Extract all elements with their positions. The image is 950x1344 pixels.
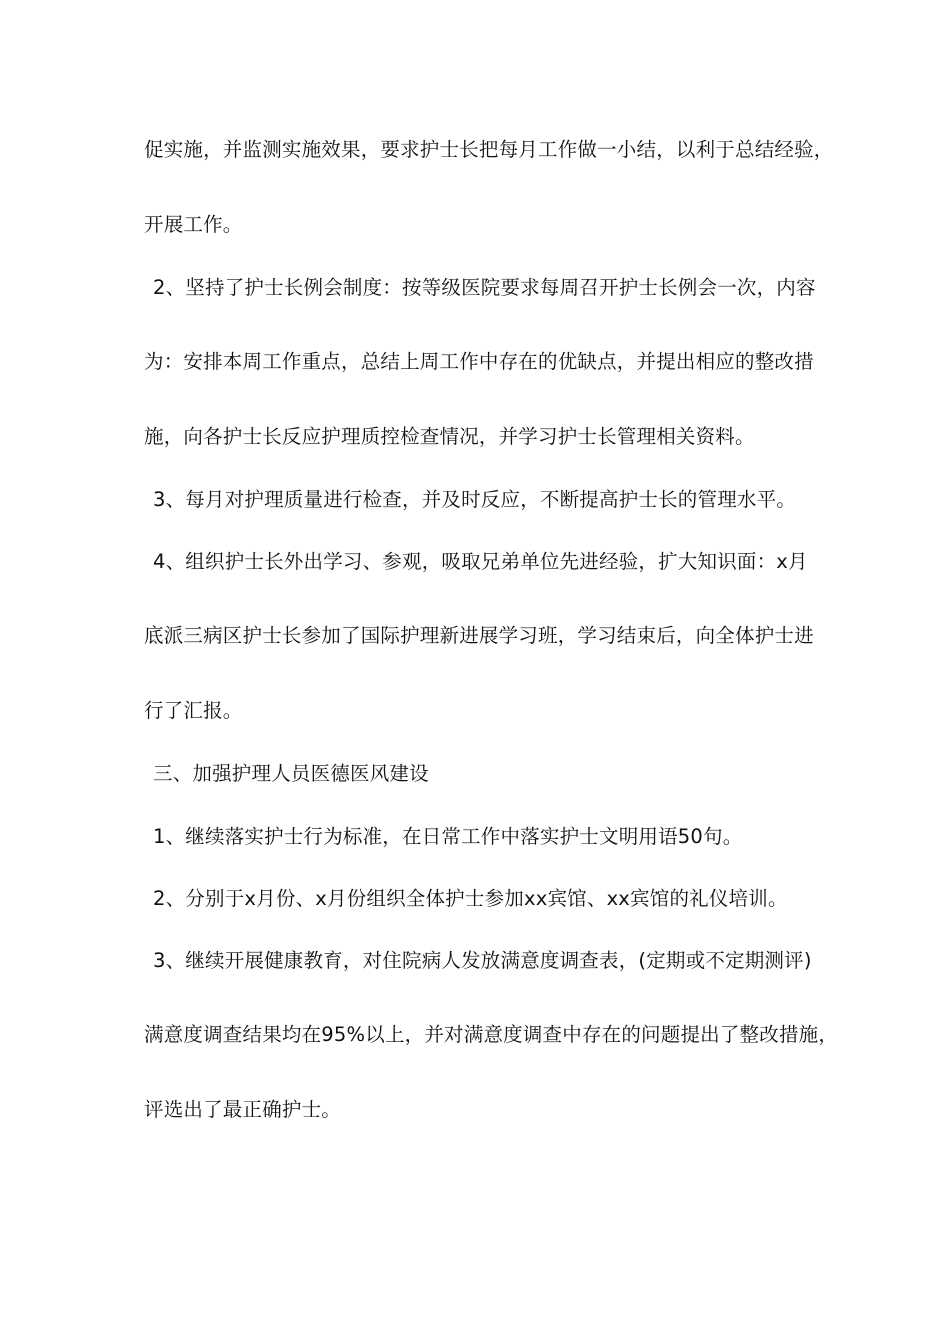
list-item-line: 2、分别于x月份、x月份组织全体护士参加xx宾馆、xx宾馆的礼仪培训。: [153, 887, 788, 910]
section-heading: 三、加强护理人员医德医风建设: [153, 762, 429, 785]
list-item-line: 3、继续开展健康教育，对住院病人发放满意度调查表，(定期或不定期测评): [153, 949, 812, 972]
list-item-line: 2、坚持了护士长例会制度：按等级医院要求每周召开护士长例会一次，内容: [153, 276, 816, 299]
paragraph-line: 满意度调查结果均在95%以上，并对满意度调查中存在的问题提出了整改措施，: [144, 1023, 839, 1046]
paragraph-line: 底派三病区护士长参加了国际护理新进展学习班，学习结束后，向全体护士进: [144, 624, 814, 647]
list-item-line: 1、继续落实护士行为标准，在日常工作中落实护士文明用语50句。: [153, 825, 743, 848]
paragraph-line: 促实施，并监测实施效果，要求护士长把每月工作做一小结，以利于总结经验，: [144, 138, 834, 161]
list-item-line: 4、组织护士长外出学习、参观，吸取兄弟单位先进经验，扩大知识面：x月: [153, 550, 808, 573]
paragraph-line: 施，向各护士长反应护理质控检查情况，并学习护士长管理相关资料。: [144, 425, 755, 448]
paragraph-line: 为：安排本周工作重点，总结上周工作中存在的优缺点，并提出相应的整改措: [144, 350, 814, 373]
paragraph-line: 开展工作。: [144, 213, 243, 236]
paragraph-line: 评选出了最正确护士。: [144, 1098, 342, 1121]
paragraph-line: 行了汇报。: [144, 699, 243, 722]
list-item-line: 3、每月对护理质量进行检查，并及时反应，不断提高护士长的管理水平。: [153, 488, 797, 511]
